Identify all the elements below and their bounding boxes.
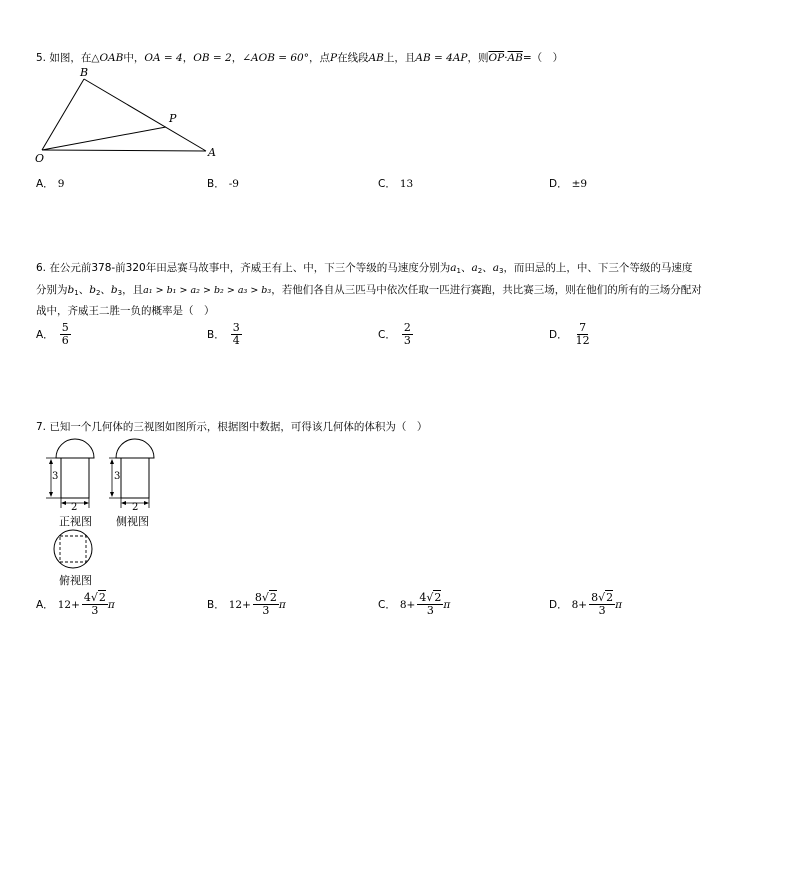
q5-ab: AB bbox=[368, 52, 384, 64]
option-plus: + bbox=[71, 598, 80, 611]
q6-inequality-chain: a₁ > b₁ > a₂ > b₂ > a₃ > b₃ bbox=[143, 285, 272, 296]
q5-label-p: P bbox=[169, 112, 177, 125]
option-plus: + bbox=[578, 598, 588, 611]
fraction-numerator: 5 bbox=[61, 321, 69, 334]
option-letter: D． bbox=[549, 599, 568, 611]
q6-b2: b bbox=[89, 284, 96, 296]
option-letter: A． bbox=[36, 178, 54, 190]
pi-symbol: π bbox=[615, 598, 623, 611]
fraction-numerator: 3 bbox=[232, 321, 240, 334]
option-integer: 8 bbox=[571, 598, 579, 611]
top-view-caption: 俯视图 bbox=[59, 574, 92, 587]
q6-sub: 3 bbox=[117, 289, 123, 297]
pi-symbol: π bbox=[443, 598, 451, 611]
sqrt-icon: √ bbox=[426, 591, 434, 604]
q6-sub: 3 bbox=[498, 267, 504, 275]
fraction-denominator: 4 bbox=[232, 334, 240, 347]
option-fraction bbox=[417, 592, 443, 617]
side-view-caption: 侧视图 bbox=[116, 515, 149, 528]
q6-text: 、 bbox=[482, 262, 493, 274]
q5-text: ， bbox=[182, 52, 194, 64]
q7-option-a[interactable] bbox=[36, 592, 115, 617]
q5-text: 在线段 bbox=[337, 52, 369, 64]
q7-option-b[interactable] bbox=[207, 592, 286, 617]
q5-text: 上，且 bbox=[383, 52, 416, 64]
q6-text: ，且 bbox=[122, 284, 144, 296]
option-integer: 12 bbox=[228, 598, 243, 611]
option-fraction bbox=[589, 592, 615, 617]
option-letter: D． bbox=[549, 178, 568, 190]
option-letter: A． bbox=[36, 599, 54, 611]
radicand: 2 bbox=[269, 591, 277, 604]
q5-ob: OB = 2 bbox=[193, 52, 232, 64]
sqrt-icon: √ bbox=[598, 591, 606, 604]
q5-vector-op: $\overline{OP}$ bbox=[488, 52, 505, 64]
q6-sub: 1 bbox=[456, 267, 461, 275]
q6-b3: b bbox=[110, 284, 118, 296]
option-fraction bbox=[253, 592, 279, 617]
q5-vector-ab: $\overline{AB}$ bbox=[507, 52, 523, 64]
side-view-width-label: 2 bbox=[132, 502, 139, 513]
option-letter: B． bbox=[207, 178, 225, 190]
q5-text: 中， bbox=[123, 52, 145, 64]
pi-symbol: π bbox=[107, 598, 115, 611]
q5-label-a: A bbox=[208, 146, 216, 159]
option-integer: 8 bbox=[399, 598, 407, 611]
q6-b1: b bbox=[67, 284, 75, 296]
option-value: 13 bbox=[399, 177, 414, 190]
fraction-numerator: 7 bbox=[579, 321, 587, 334]
fraction-denominator: 3 bbox=[91, 604, 99, 617]
radicand: 2 bbox=[606, 591, 614, 604]
q7-option-d[interactable] bbox=[549, 592, 622, 617]
sqrt-icon: √ bbox=[90, 591, 98, 604]
option-fraction bbox=[82, 592, 108, 617]
fraction-denominator: 12 bbox=[575, 334, 590, 347]
q5-oa: OA = 4 bbox=[144, 52, 183, 64]
q5-text: ， bbox=[231, 52, 243, 64]
option-letter: B． bbox=[207, 599, 225, 611]
top-view-drawing bbox=[54, 530, 92, 568]
fraction-denominator: 6 bbox=[61, 334, 69, 347]
option-value: ±9 bbox=[571, 177, 588, 190]
q6-text: 、 bbox=[100, 284, 111, 296]
q5-answer-blank: =（ ） bbox=[522, 52, 564, 64]
fraction-denominator: 3 bbox=[403, 334, 411, 347]
option-value: -9 bbox=[228, 177, 239, 190]
option-letter: C． bbox=[378, 599, 396, 611]
q6-text: ，而田忌的上，中、下三个等级的马速度 bbox=[503, 262, 693, 274]
fraction-denominator: 3 bbox=[426, 604, 434, 617]
q5-number: 5. bbox=[36, 52, 47, 64]
q6-sub: 1 bbox=[74, 289, 79, 297]
numerator-coefficient: 8 bbox=[591, 591, 599, 604]
option-letter: C． bbox=[378, 178, 396, 190]
fraction-numerator: 2 bbox=[403, 321, 411, 334]
q5-label-b: B bbox=[80, 66, 89, 79]
q6-sub: 2 bbox=[477, 267, 483, 275]
q6-a3: a bbox=[492, 262, 499, 274]
side-view-height-label: 3 bbox=[114, 471, 121, 482]
q6-text: 分别为 bbox=[36, 284, 68, 296]
q5-text: ，则 bbox=[467, 52, 489, 64]
q5-text: 如图，在 bbox=[49, 52, 92, 64]
option-integer: 12 bbox=[57, 598, 72, 611]
option-plus: + bbox=[406, 598, 416, 611]
q6-text: 6. 在公元前378-前320年田忌赛马故事中，齐威王有上、中，下三个等级的马速度分别为 bbox=[36, 262, 451, 274]
q6-text: 、 bbox=[460, 262, 472, 274]
q5-relation: AB = 4AP bbox=[415, 52, 468, 64]
numerator-coefficient: 4 bbox=[83, 591, 91, 604]
option-plus: + bbox=[242, 598, 251, 611]
numerator-coefficient: 4 bbox=[419, 591, 427, 604]
option-letter: D． bbox=[549, 329, 568, 341]
q5-dot: · bbox=[504, 52, 508, 64]
q6-text: ，若他们各自从三匹马中依次任取一匹进行赛跑，共比赛三场，则在他们的所有的三场分配对 bbox=[271, 284, 702, 296]
q6-text: 战中，齐威王二胜一负的概率是（ ） bbox=[36, 305, 215, 317]
q5-angle: ∠AOB = 60° bbox=[242, 52, 309, 64]
q6-a2: a bbox=[471, 262, 478, 274]
q5-p: P bbox=[330, 52, 338, 64]
fraction-denominator: 3 bbox=[262, 604, 270, 617]
q7-text: 7. 已知一个几何体的三视图如图所示，根据图中数据，可得该几何体的体积为（ ） bbox=[36, 421, 428, 433]
pi-symbol: π bbox=[278, 598, 286, 611]
q5-label-o: O bbox=[35, 152, 45, 165]
q6-a1: a bbox=[450, 262, 457, 274]
front-view-caption: 正视图 bbox=[59, 515, 92, 528]
option-letter: C． bbox=[378, 329, 396, 341]
option-value: 9 bbox=[57, 177, 65, 190]
option-letter: A． bbox=[36, 329, 54, 341]
q5-triangle: △OAB bbox=[91, 52, 124, 64]
q5-text: ，点 bbox=[309, 52, 330, 64]
q6-text: 、 bbox=[78, 284, 90, 296]
q6-sub: 2 bbox=[95, 289, 101, 297]
front-view-height-label: 3 bbox=[52, 471, 59, 482]
radicand: 2 bbox=[98, 591, 106, 604]
option-letter: B． bbox=[207, 329, 225, 341]
fraction-denominator: 3 bbox=[598, 604, 606, 617]
sqrt-icon: √ bbox=[261, 591, 269, 604]
numerator-coefficient: 8 bbox=[254, 591, 262, 604]
q7-option-c[interactable] bbox=[378, 592, 450, 617]
front-view-width-label: 2 bbox=[71, 502, 78, 513]
radicand: 2 bbox=[434, 591, 442, 604]
